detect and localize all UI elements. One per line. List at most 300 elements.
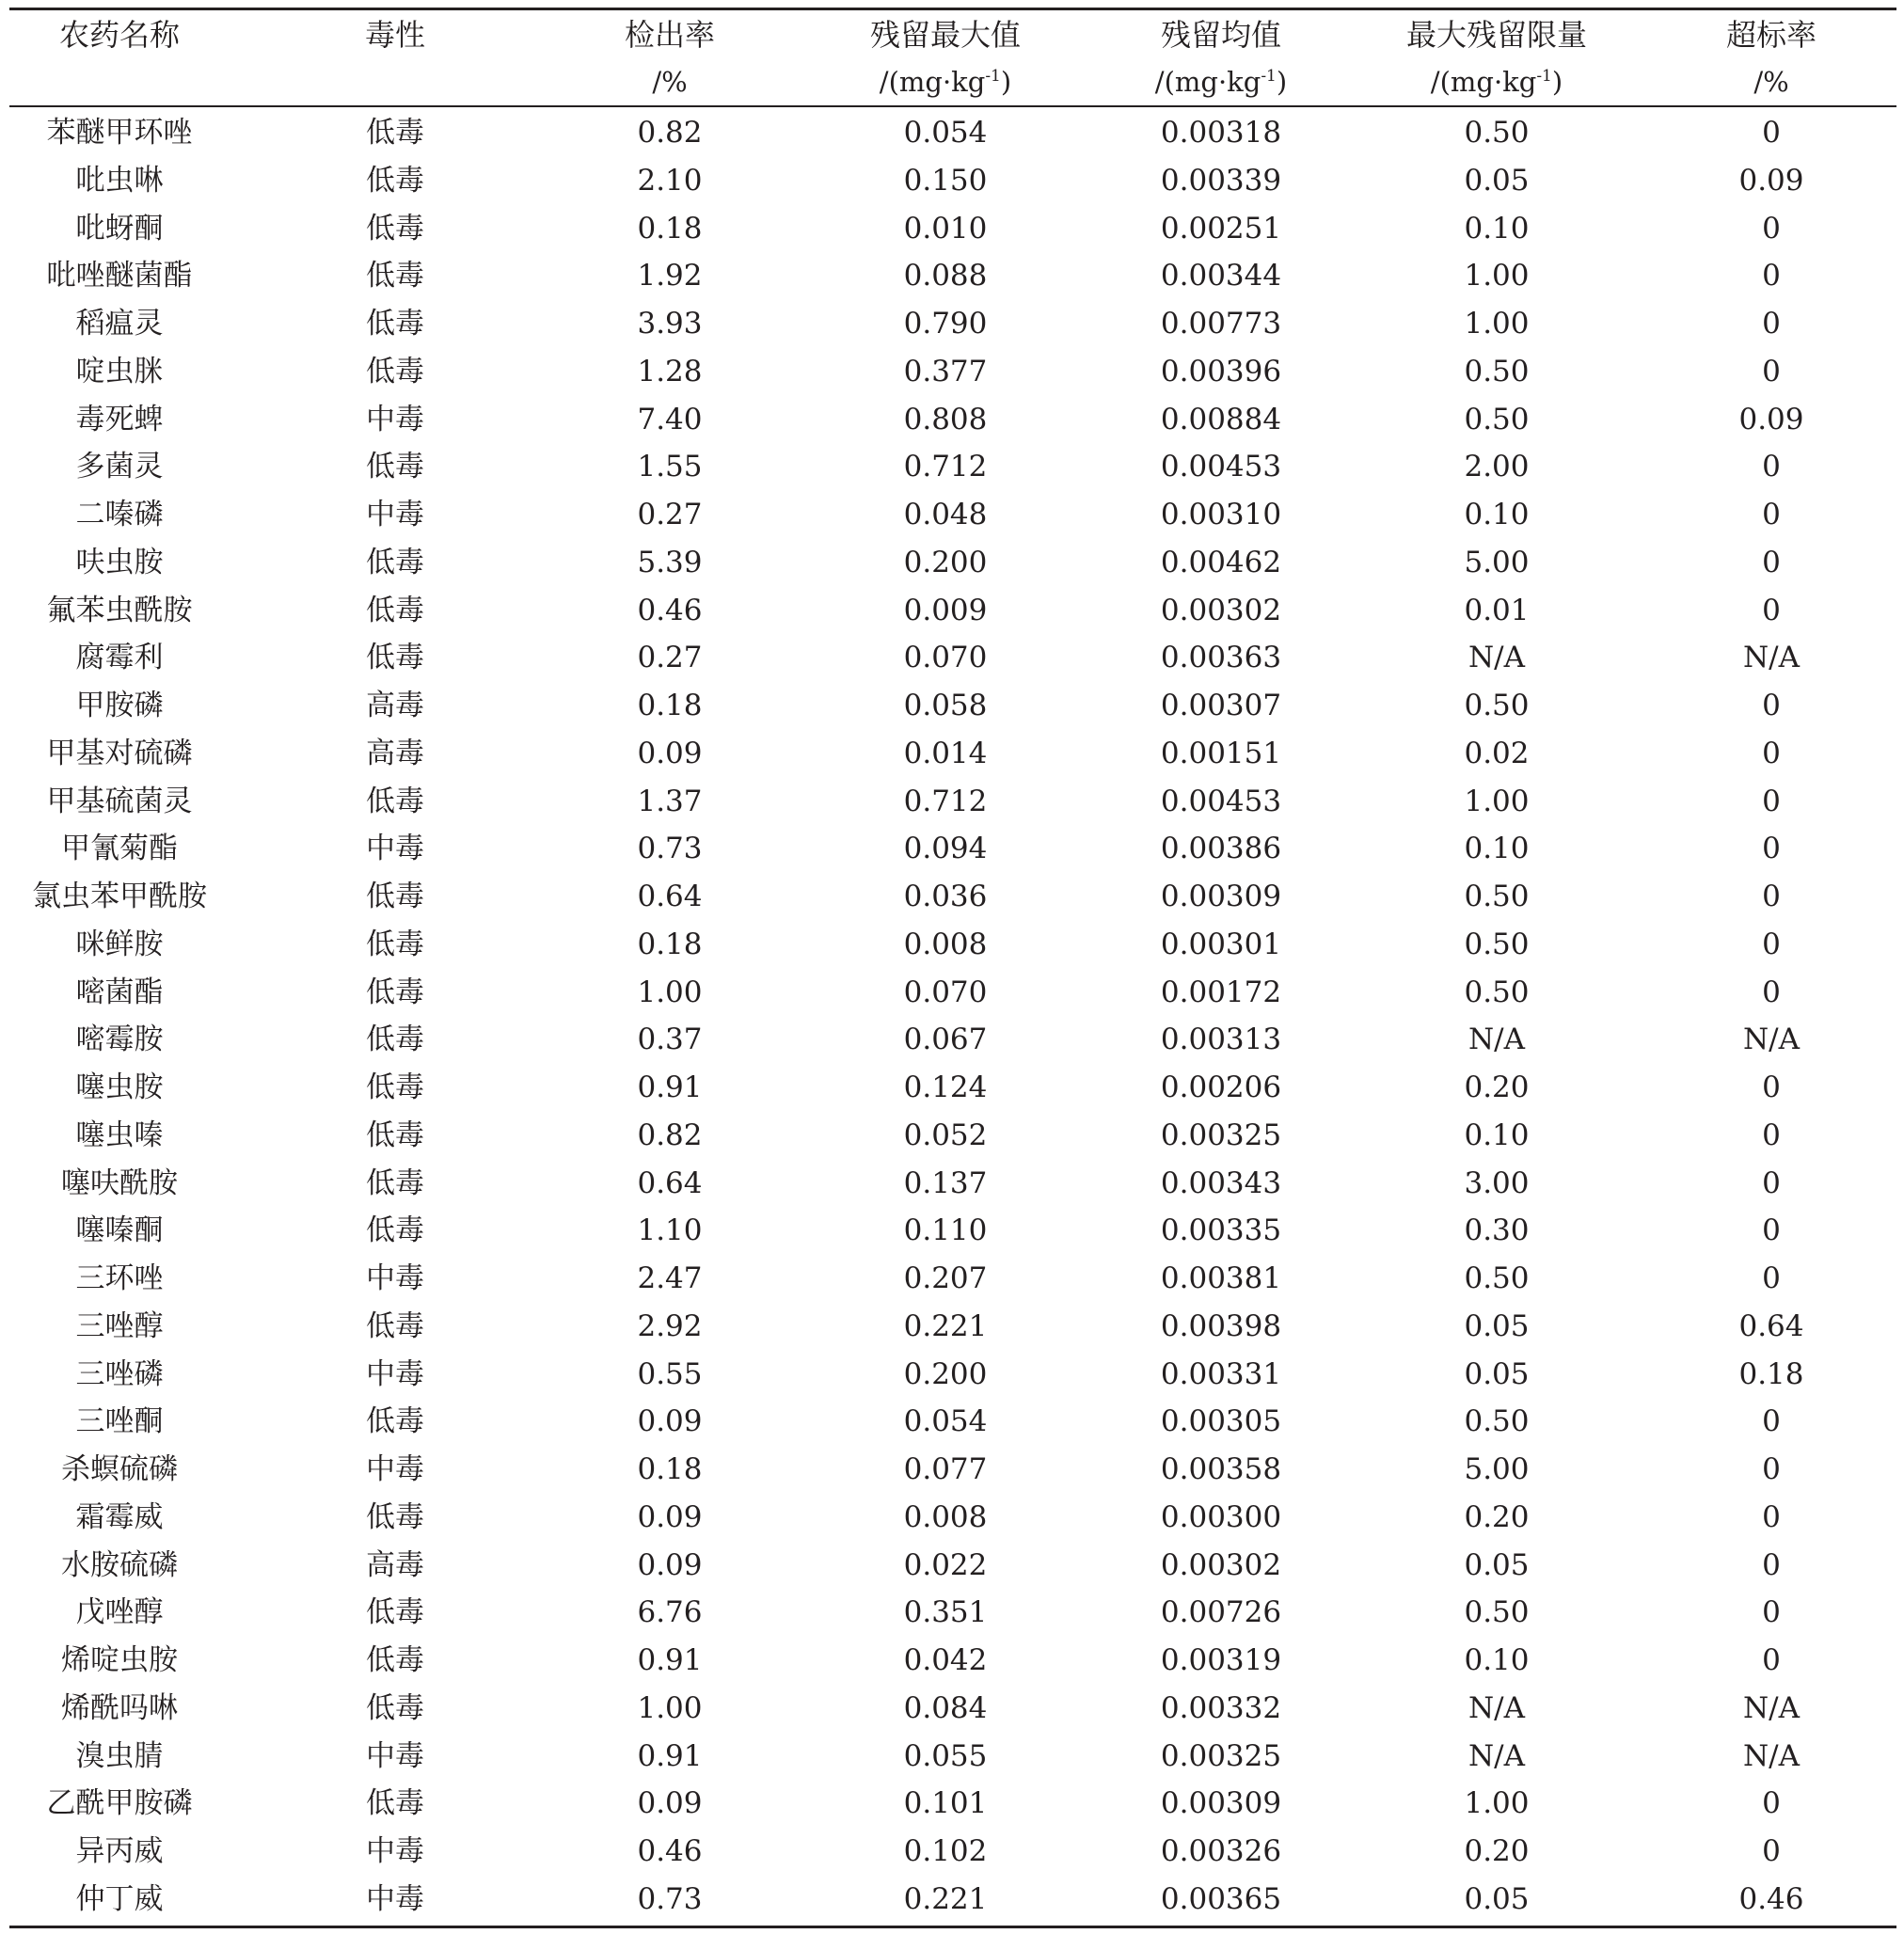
cell-mrl: 0.05 — [1464, 1308, 1530, 1343]
cell-mean-residue: 0.00309 — [1160, 1786, 1282, 1821]
cell-pesticide-name: 三唑醇 — [75, 1308, 164, 1343]
table-row — [9, 969, 1896, 1017]
cell-mrl: 0.50 — [1464, 689, 1530, 722]
table-row — [9, 587, 1896, 635]
cell-toxicity: 低毒 — [366, 1499, 424, 1534]
table-row — [9, 300, 1896, 348]
cell-mrl: 0.05 — [1464, 1356, 1530, 1391]
bottom-rule — [9, 1926, 1896, 1928]
cell-exceed-rate: 0 — [1762, 259, 1781, 293]
cell-mean-residue: 0.00325 — [1160, 1738, 1282, 1773]
cell-mrl: 0.05 — [1464, 163, 1530, 198]
cell-pesticide-name: 仲丁威 — [75, 1881, 164, 1916]
cell-exceed-rate: 0 — [1762, 1165, 1781, 1200]
table-row — [9, 1542, 1896, 1590]
cell-detection-rate: 0.09 — [637, 1499, 703, 1534]
cell-max-residue: 0.101 — [903, 1786, 988, 1821]
cell-detection-rate: 0.91 — [637, 1070, 703, 1104]
cell-exceed-rate: N/A — [1743, 641, 1800, 675]
cell-mean-residue: 0.00309 — [1160, 880, 1282, 913]
cell-exceed-rate: 0 — [1762, 1452, 1781, 1486]
cell-mean-residue: 0.00726 — [1160, 1595, 1282, 1630]
table-row — [9, 825, 1896, 873]
cell-detection-rate: 0.09 — [637, 1547, 703, 1582]
cell-max-residue: 0.008 — [903, 1499, 988, 1534]
cell-max-residue: 0.221 — [903, 1308, 988, 1343]
cell-pesticide-name: 稻瘟灵 — [75, 307, 164, 341]
cell-exceed-rate: 0 — [1762, 975, 1781, 1009]
cell-max-residue: 0.377 — [903, 354, 988, 388]
cell-toxicity: 低毒 — [366, 545, 424, 579]
cell-detection-rate: 1.92 — [637, 259, 703, 293]
cell-mrl: 0.10 — [1464, 498, 1530, 531]
cell-toxicity: 低毒 — [366, 1070, 424, 1104]
header-mrl: 最大残留限量 $/(mg\cdot kg^{-1})$ — [1384, 11, 1610, 105]
cell-pesticide-name: 氯虫苯甲酰胺 — [32, 880, 207, 913]
cell-pesticide-name: 溴虫腈 — [75, 1738, 164, 1773]
cell-mrl: 0.50 — [1464, 402, 1530, 436]
cell-detection-rate: 1.28 — [637, 354, 703, 388]
cell-toxicity: 低毒 — [366, 593, 424, 627]
cell-pesticide-name: 多菌灵 — [75, 450, 164, 484]
header-mean-residue-unit: $/(mg\cdot kg^{-1})$ — [1154, 66, 1288, 98]
cell-detection-rate: 1.55 — [637, 450, 703, 484]
cell-pesticide-name: 氟苯虫酰胺 — [46, 593, 193, 627]
table-body — [9, 109, 1896, 1924]
cell-detection-rate: 0.91 — [637, 1643, 703, 1677]
cell-mrl: 3.00 — [1464, 1165, 1530, 1200]
cell-detection-rate: 0.27 — [637, 641, 703, 675]
cell-toxicity: 低毒 — [366, 880, 424, 913]
cell-exceed-rate: 0 — [1762, 307, 1781, 341]
cell-mean-residue: 0.00302 — [1160, 593, 1282, 627]
cell-detection-rate: 0.18 — [637, 1452, 703, 1486]
cell-exceed-rate: 0 — [1762, 450, 1781, 484]
cell-max-residue: 0.077 — [903, 1452, 988, 1486]
cell-toxicity: 低毒 — [366, 354, 424, 388]
cell-toxicity: 低毒 — [366, 1643, 424, 1677]
cell-toxicity: 中毒 — [366, 1452, 424, 1486]
cell-max-residue: 0.712 — [903, 450, 988, 484]
cell-exceed-rate: 0 — [1762, 1595, 1781, 1630]
cell-mean-residue: 0.00358 — [1160, 1452, 1282, 1486]
table-row — [9, 1351, 1896, 1399]
cell-mrl: 1.00 — [1464, 784, 1530, 818]
cell-exceed-rate: 0 — [1762, 1499, 1781, 1534]
cell-toxicity: 低毒 — [366, 641, 424, 675]
cell-mean-residue: 0.00301 — [1160, 927, 1282, 961]
cell-detection-rate: 7.40 — [637, 402, 703, 436]
cell-mrl: 0.50 — [1464, 927, 1530, 961]
cell-mean-residue: 0.00396 — [1160, 354, 1282, 388]
cell-exceed-rate: 0.46 — [1738, 1881, 1804, 1916]
cell-pesticide-name: 烯酰吗啉 — [61, 1690, 178, 1725]
cell-mrl: 0.50 — [1464, 116, 1530, 150]
cell-max-residue: 0.052 — [903, 1118, 988, 1152]
cell-detection-rate: 0.82 — [637, 1118, 703, 1152]
table-row — [9, 1064, 1896, 1112]
cell-pesticide-name: 吡蚜酮 — [75, 211, 164, 246]
cell-detection-rate: 3.93 — [637, 307, 703, 341]
cell-exceed-rate: 0 — [1762, 1547, 1781, 1582]
cell-toxicity: 中毒 — [366, 1356, 424, 1391]
cell-pesticide-name: 咪鲜胺 — [75, 927, 164, 961]
cell-exceed-rate: N/A — [1743, 1738, 1800, 1773]
cell-mrl: 0.50 — [1464, 1261, 1530, 1295]
cell-max-residue: 0.102 — [903, 1834, 988, 1868]
cell-pesticide-name: 吡唑醚菌酯 — [46, 259, 193, 293]
cell-mrl: 0.30 — [1464, 1213, 1530, 1248]
cell-pesticide-name: 三环唑 — [75, 1261, 164, 1295]
cell-toxicity: 中毒 — [366, 402, 424, 436]
cell-mean-residue: 0.00344 — [1160, 259, 1282, 293]
cell-max-residue: 0.200 — [903, 1356, 988, 1391]
table-row — [9, 491, 1896, 539]
table-header — [9, 11, 1896, 105]
cell-max-residue: 0.124 — [903, 1070, 988, 1104]
cell-mean-residue: 0.00773 — [1160, 307, 1282, 341]
cell-toxicity: 低毒 — [366, 211, 424, 246]
cell-detection-rate: 0.09 — [637, 1786, 703, 1821]
cell-max-residue: 0.070 — [903, 641, 988, 675]
cell-detection-rate: 0.09 — [637, 1404, 703, 1439]
cell-detection-rate: 0.09 — [637, 736, 703, 770]
cell-detection-rate: 0.46 — [637, 1834, 703, 1868]
cell-mean-residue: 0.00151 — [1160, 736, 1282, 770]
cell-pesticide-name: 甲胺磷 — [75, 689, 164, 722]
cell-mrl: 1.00 — [1464, 1786, 1530, 1821]
cell-exceed-rate: 0 — [1762, 927, 1781, 961]
cell-max-residue: 0.067 — [903, 1022, 988, 1057]
cell-exceed-rate: 0 — [1762, 1786, 1781, 1821]
cell-pesticide-name: 腐霉利 — [75, 641, 164, 675]
cell-mrl: 1.00 — [1464, 307, 1530, 341]
header-detection-rate-unit: /% — [652, 66, 688, 98]
cell-toxicity: 低毒 — [366, 450, 424, 484]
header-pesticide-name: 农药名称 — [58, 17, 180, 53]
cell-mean-residue: 0.00325 — [1160, 1118, 1282, 1152]
cell-pesticide-name: 甲氰菊酯 — [61, 832, 178, 866]
top-rule — [9, 8, 1896, 10]
cell-max-residue: 0.790 — [903, 307, 988, 341]
cell-toxicity: 低毒 — [366, 116, 424, 150]
cell-toxicity: 中毒 — [366, 1881, 424, 1916]
header-detection-rate: 检出率 /% — [595, 11, 745, 105]
cell-exceed-rate: 0 — [1762, 1261, 1781, 1295]
cell-mrl: 0.05 — [1464, 1547, 1530, 1582]
table-row — [9, 1016, 1896, 1064]
cell-exceed-rate: 0 — [1762, 1834, 1781, 1868]
cell-detection-rate: 1.00 — [637, 975, 703, 1009]
cell-exceed-rate: 0 — [1762, 880, 1781, 913]
table-row — [9, 1876, 1896, 1924]
cell-pesticide-name: 乙酰甲胺磷 — [46, 1786, 193, 1821]
cell-mrl: N/A — [1468, 641, 1525, 675]
cell-mean-residue: 0.00251 — [1160, 211, 1282, 246]
cell-mean-residue: 0.00365 — [1160, 1881, 1282, 1916]
header-toxicity: 毒性 — [364, 17, 425, 53]
cell-max-residue: 0.008 — [903, 927, 988, 961]
cell-mean-residue: 0.00305 — [1160, 1404, 1282, 1439]
cell-mrl: 0.20 — [1464, 1499, 1530, 1534]
cell-exceed-rate: 0 — [1762, 689, 1781, 722]
cell-exceed-rate: 0 — [1762, 593, 1781, 627]
cell-mean-residue: 0.00884 — [1160, 402, 1282, 436]
cell-exceed-rate: 0 — [1762, 1643, 1781, 1677]
cell-toxicity: 低毒 — [366, 1022, 424, 1057]
table-row — [9, 1112, 1896, 1160]
cell-mrl: 0.50 — [1464, 880, 1530, 913]
cell-mrl: 0.20 — [1464, 1070, 1530, 1104]
cell-mean-residue: 0.00343 — [1160, 1165, 1282, 1200]
cell-max-residue: 0.712 — [903, 784, 988, 818]
cell-detection-rate: 5.39 — [637, 545, 703, 579]
cell-mean-residue: 0.00386 — [1160, 832, 1282, 866]
table-row — [9, 539, 1896, 587]
cell-detection-rate: 2.92 — [637, 1308, 703, 1343]
table-row — [9, 252, 1896, 300]
table-row — [9, 205, 1896, 253]
cell-exceed-rate: 0 — [1762, 211, 1781, 246]
cell-exceed-rate: 0.18 — [1738, 1356, 1804, 1391]
cell-mean-residue: 0.00307 — [1160, 689, 1282, 722]
table-row — [9, 1733, 1896, 1781]
cell-mrl: N/A — [1468, 1022, 1525, 1057]
cell-mean-residue: 0.00453 — [1160, 784, 1282, 818]
cell-toxicity: 低毒 — [366, 1118, 424, 1152]
cell-detection-rate: 0.18 — [637, 689, 703, 722]
cell-mrl: N/A — [1468, 1690, 1525, 1725]
cell-max-residue: 0.010 — [903, 211, 988, 246]
cell-toxicity: 低毒 — [366, 1213, 424, 1248]
cell-max-residue: 0.351 — [903, 1595, 988, 1630]
cell-detection-rate: 1.37 — [637, 784, 703, 818]
table-row — [9, 682, 1896, 730]
cell-mean-residue: 0.00300 — [1160, 1499, 1282, 1534]
cell-mean-residue: 0.00302 — [1160, 1547, 1282, 1582]
table-row — [9, 1303, 1896, 1351]
cell-detection-rate: 0.46 — [637, 593, 703, 627]
header-max-residue: 残留最大值 $/(mg\cdot kg^{-1})$ — [870, 11, 1021, 105]
cell-exceed-rate: 0.64 — [1738, 1308, 1804, 1343]
table-row — [9, 1780, 1896, 1828]
cell-max-residue: 0.137 — [903, 1165, 988, 1200]
cell-max-residue: 0.070 — [903, 975, 988, 1009]
cell-toxicity: 低毒 — [366, 307, 424, 341]
cell-pesticide-name: 甲基对硫磷 — [46, 736, 193, 770]
cell-mean-residue: 0.00381 — [1160, 1261, 1282, 1295]
cell-mrl: N/A — [1468, 1738, 1525, 1773]
cell-max-residue: 0.084 — [903, 1690, 988, 1725]
cell-pesticide-name: 霜霉威 — [75, 1499, 164, 1534]
cell-mean-residue: 0.00206 — [1160, 1070, 1282, 1104]
cell-detection-rate: 0.37 — [637, 1022, 703, 1057]
cell-pesticide-name: 戊唑醇 — [75, 1595, 164, 1630]
cell-exceed-rate: 0 — [1762, 116, 1781, 150]
cell-toxicity: 低毒 — [366, 1404, 424, 1439]
cell-max-residue: 0.058 — [903, 689, 988, 722]
cell-pesticide-name: 苯醚甲环唑 — [46, 116, 193, 150]
cell-max-residue: 0.048 — [903, 498, 988, 531]
table-row — [9, 396, 1896, 444]
cell-mean-residue: 0.00313 — [1160, 1022, 1282, 1057]
cell-max-residue: 0.014 — [903, 736, 988, 770]
cell-mrl: 5.00 — [1464, 1452, 1530, 1486]
cell-pesticide-name: 杀螟硫磷 — [61, 1452, 178, 1486]
table-row — [9, 1589, 1896, 1637]
cell-pesticide-name: 三唑酮 — [75, 1404, 164, 1439]
cell-toxicity: 中毒 — [366, 1834, 424, 1868]
cell-mrl: 0.10 — [1464, 1643, 1530, 1677]
cell-detection-rate: 0.91 — [637, 1738, 703, 1773]
cell-max-residue: 0.054 — [903, 116, 988, 150]
cell-detection-rate: 6.76 — [637, 1595, 703, 1630]
cell-pesticide-name: 嘧霉胺 — [75, 1022, 164, 1057]
table-row — [9, 873, 1896, 921]
table-row — [9, 921, 1896, 969]
cell-mean-residue: 0.00453 — [1160, 450, 1282, 484]
cell-toxicity: 低毒 — [366, 1595, 424, 1630]
cell-mrl: 0.20 — [1464, 1834, 1530, 1868]
cell-exceed-rate: N/A — [1743, 1022, 1800, 1057]
cell-max-residue: 0.042 — [903, 1643, 988, 1677]
table-row — [9, 348, 1896, 396]
cell-exceed-rate: 0 — [1762, 1070, 1781, 1104]
cell-pesticide-name: 啶虫脒 — [75, 354, 164, 388]
cell-mrl: 0.10 — [1464, 211, 1530, 246]
cell-toxicity: 低毒 — [366, 259, 424, 293]
table-row — [9, 1446, 1896, 1494]
cell-max-residue: 0.088 — [903, 259, 988, 293]
cell-detection-rate: 0.82 — [637, 116, 703, 150]
cell-toxicity: 中毒 — [366, 1738, 424, 1773]
table-row — [9, 443, 1896, 491]
cell-max-residue: 0.094 — [903, 832, 988, 866]
cell-pesticide-name: 烯啶虫胺 — [61, 1643, 178, 1677]
cell-exceed-rate: N/A — [1743, 1690, 1800, 1725]
table-row — [9, 1207, 1896, 1255]
cell-toxicity: 中毒 — [366, 832, 424, 866]
cell-detection-rate: 1.00 — [637, 1690, 703, 1725]
table-row — [9, 157, 1896, 205]
header-max-residue-unit: $/(mg\cdot kg^{-1})$ — [879, 66, 1012, 98]
cell-mrl: 0.10 — [1464, 1118, 1530, 1152]
cell-max-residue: 0.022 — [903, 1547, 988, 1582]
cell-mean-residue: 0.00310 — [1160, 498, 1282, 531]
cell-pesticide-name: 毒死蜱 — [75, 402, 164, 436]
header-exceed-rate-unit: /% — [1753, 66, 1789, 98]
cell-pesticide-name: 噻嗪酮 — [75, 1213, 164, 1248]
cell-detection-rate: 2.47 — [637, 1261, 703, 1295]
cell-exceed-rate: 0 — [1762, 1118, 1781, 1152]
cell-mrl: 1.00 — [1464, 259, 1530, 293]
cell-detection-rate: 0.64 — [637, 880, 703, 913]
cell-toxicity: 低毒 — [366, 1690, 424, 1725]
cell-mean-residue: 0.00339 — [1160, 163, 1282, 198]
cell-toxicity: 中毒 — [366, 1261, 424, 1295]
cell-pesticide-name: 吡虫啉 — [75, 163, 164, 198]
header-rule — [9, 105, 1896, 107]
cell-max-residue: 0.036 — [903, 880, 988, 913]
cell-exceed-rate: 0.09 — [1738, 402, 1804, 436]
cell-pesticide-name: 水胺硫磷 — [61, 1547, 178, 1582]
header-exceed-rate: 超标率 /% — [1696, 11, 1847, 105]
cell-mean-residue: 0.00332 — [1160, 1690, 1282, 1725]
cell-exceed-rate: 0 — [1762, 498, 1781, 531]
cell-exceed-rate: 0 — [1762, 354, 1781, 388]
cell-toxicity: 低毒 — [366, 1786, 424, 1821]
cell-exceed-rate: 0 — [1762, 832, 1781, 866]
cell-mrl: 0.50 — [1464, 975, 1530, 1009]
table-row — [9, 1255, 1896, 1303]
cell-detection-rate: 2.10 — [637, 163, 703, 198]
cell-mrl: 0.02 — [1464, 736, 1530, 770]
cell-toxicity: 低毒 — [366, 1308, 424, 1343]
cell-detection-rate: 1.10 — [637, 1213, 703, 1248]
cell-max-residue: 0.207 — [903, 1261, 988, 1295]
cell-max-residue: 0.054 — [903, 1404, 988, 1439]
cell-toxicity: 低毒 — [366, 927, 424, 961]
cell-detection-rate: 0.73 — [637, 832, 703, 866]
table-row — [9, 109, 1896, 157]
cell-mrl: 0.50 — [1464, 1595, 1530, 1630]
cell-mean-residue: 0.00172 — [1160, 975, 1282, 1009]
cell-detection-rate: 0.18 — [637, 927, 703, 961]
cell-detection-rate: 0.64 — [637, 1165, 703, 1200]
cell-detection-rate: 0.73 — [637, 1881, 703, 1916]
cell-mrl: 2.00 — [1464, 450, 1530, 484]
cell-mean-residue: 0.00335 — [1160, 1213, 1282, 1248]
table-row — [9, 1398, 1896, 1446]
cell-toxicity: 高毒 — [366, 736, 424, 770]
cell-exceed-rate: 0 — [1762, 736, 1781, 770]
cell-detection-rate: 0.55 — [637, 1356, 703, 1391]
table-row — [9, 1160, 1896, 1208]
cell-mrl: 0.50 — [1464, 1404, 1530, 1439]
cell-pesticide-name: 异丙威 — [75, 1834, 164, 1868]
cell-exceed-rate: 0 — [1762, 545, 1781, 579]
table-row — [9, 1637, 1896, 1685]
cell-toxicity: 中毒 — [366, 498, 424, 531]
cell-mrl: 0.50 — [1464, 354, 1530, 388]
cell-pesticide-name: 二嗪磷 — [75, 498, 164, 531]
table-row — [9, 1685, 1896, 1733]
cell-pesticide-name: 嘧菌酯 — [75, 975, 164, 1009]
cell-max-residue: 0.110 — [903, 1213, 988, 1248]
cell-mean-residue: 0.00318 — [1160, 116, 1282, 150]
cell-exceed-rate: 0 — [1762, 784, 1781, 818]
cell-toxicity: 高毒 — [366, 1547, 424, 1582]
table-row — [9, 778, 1896, 826]
cell-pesticide-name: 噻虫胺 — [75, 1070, 164, 1104]
cell-mean-residue: 0.00331 — [1160, 1356, 1282, 1391]
cell-toxicity: 低毒 — [366, 975, 424, 1009]
cell-pesticide-name: 呋虫胺 — [75, 545, 164, 579]
cell-toxicity: 低毒 — [366, 1165, 424, 1200]
cell-detection-rate: 0.27 — [637, 498, 703, 531]
cell-mean-residue: 0.00319 — [1160, 1643, 1282, 1677]
table-row — [9, 634, 1896, 682]
cell-mean-residue: 0.00326 — [1160, 1834, 1282, 1868]
cell-toxicity: 低毒 — [366, 163, 424, 198]
header-mrl-unit: $/(mg\cdot kg^{-1})$ — [1430, 66, 1563, 98]
cell-pesticide-name: 噻呋酰胺 — [61, 1165, 178, 1200]
cell-max-residue: 0.055 — [903, 1738, 988, 1773]
cell-max-residue: 0.150 — [903, 163, 988, 198]
cell-mean-residue: 0.00462 — [1160, 545, 1282, 579]
cell-max-residue: 0.808 — [903, 402, 988, 436]
cell-pesticide-name: 甲基硫菌灵 — [46, 784, 193, 818]
